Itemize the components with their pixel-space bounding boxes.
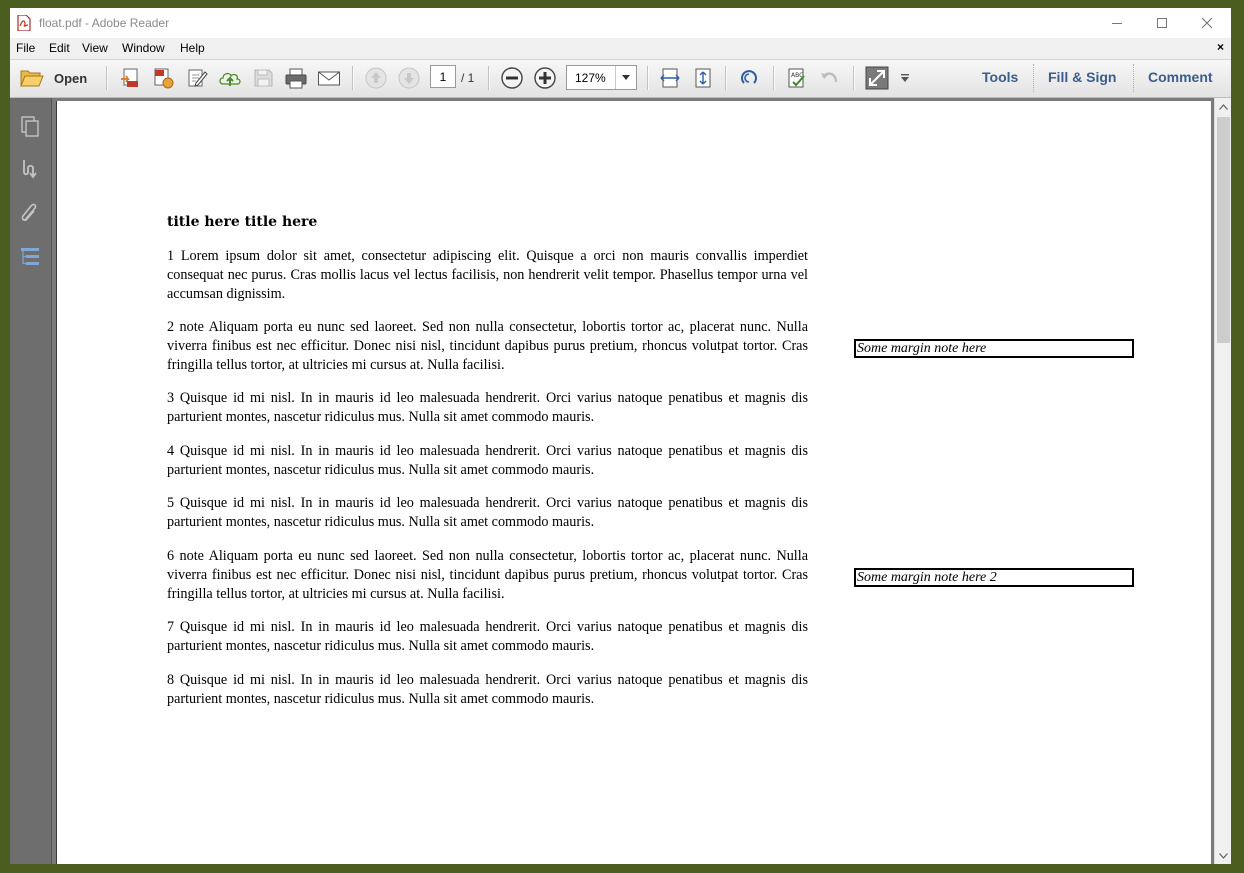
dropdown-triangle-icon xyxy=(900,73,910,83)
toolbar-separator xyxy=(352,66,354,90)
close-icon xyxy=(1201,17,1213,29)
export-pdf-button[interactable] xyxy=(151,66,175,90)
rotate-icon xyxy=(738,67,760,89)
spell-check-button[interactable] xyxy=(785,66,809,90)
paragraph-3: 3 Quisque id mi nisl. In in mauris id leo malesuada hendrerit. Orci varius natoque penatibus et magnis dis parturient montes, nascetur ridiculus mus. Nulla sit amet commodo mauris. xyxy=(167,390,808,425)
zoom-value: 127% xyxy=(575,71,606,85)
undo-button[interactable] xyxy=(818,66,842,90)
bookmark-arrow-icon xyxy=(19,158,41,180)
reader-window xyxy=(10,8,1231,864)
create-pdf-button[interactable] xyxy=(118,66,142,90)
next-page-button[interactable] xyxy=(397,66,421,90)
folder-open-icon xyxy=(20,67,44,89)
svg-text:ABC: ABC xyxy=(791,72,804,79)
toolbar-separator xyxy=(647,66,649,90)
page-number-input[interactable]: 1 xyxy=(430,65,456,88)
print-button[interactable] xyxy=(284,66,308,90)
undo-icon xyxy=(819,67,841,89)
page-total: / 1 xyxy=(461,71,475,85)
minimize-button[interactable] xyxy=(1094,8,1139,38)
bookmarks-button[interactable] xyxy=(18,157,42,181)
menu-file[interactable]: File xyxy=(16,41,36,55)
expand-icon xyxy=(865,66,889,90)
upload-cloud-button[interactable] xyxy=(218,66,242,90)
paragraph-4: 4 Quisque id mi nisl. In in mauris id leo malesuada hendrerit. Orci varius natoque penatibus et magnis dis parturient montes, nascetur ridiculus mus. Nulla sit amet commodo mauris. xyxy=(167,443,808,478)
pdf-file-icon xyxy=(17,15,31,31)
margin-note: Some margin note here 2 xyxy=(854,568,1134,587)
tools-panel-link[interactable]: Tools xyxy=(982,69,1019,85)
arrow-down-circle-icon xyxy=(397,66,421,90)
menu-edit[interactable]: Edit xyxy=(49,41,70,55)
spell-check-icon xyxy=(786,67,808,89)
window-title: float.pdf - Adobe Reader xyxy=(39,16,170,30)
save-icon xyxy=(252,67,274,89)
attachments-button[interactable] xyxy=(18,201,42,225)
toolbar-separator xyxy=(488,66,490,90)
toolbar-separator xyxy=(773,66,775,90)
save-button[interactable] xyxy=(251,66,275,90)
fit-page-icon xyxy=(692,67,714,89)
create-pdf-icon xyxy=(119,67,141,89)
chevron-up-icon xyxy=(1219,104,1228,110)
scroll-up-button[interactable] xyxy=(1215,98,1231,115)
fit-width-icon xyxy=(659,67,681,89)
open-button[interactable] xyxy=(20,66,44,90)
document-viewport[interactable] xyxy=(52,98,1214,864)
close-button[interactable] xyxy=(1184,8,1229,38)
export-pdf-icon xyxy=(152,67,174,89)
fill-sign-panel-link[interactable]: Fill & Sign xyxy=(1048,69,1117,85)
toolbar-separator xyxy=(725,66,727,90)
maximize-button[interactable] xyxy=(1139,8,1184,38)
minus-circle-icon xyxy=(500,66,524,90)
fit-page-button[interactable] xyxy=(658,66,682,90)
maximize-icon xyxy=(1156,17,1168,29)
zoom-in-button[interactable] xyxy=(533,66,557,90)
print-icon xyxy=(284,67,308,89)
toolbar-separator xyxy=(853,66,855,90)
cloud-upload-icon xyxy=(218,67,242,89)
pages-icon xyxy=(19,115,41,137)
zoom-dropdown-button[interactable] xyxy=(615,66,636,89)
plus-circle-icon xyxy=(533,66,557,90)
tree-structure-icon xyxy=(19,246,41,268)
close-document-button[interactable]: × xyxy=(1216,40,1224,54)
pdf-page xyxy=(56,101,1211,864)
email-button[interactable] xyxy=(317,66,341,90)
read-mode-button[interactable] xyxy=(737,66,761,90)
toolbar-separator xyxy=(106,66,108,90)
edit-pdf-icon xyxy=(186,67,208,89)
chevron-down-icon xyxy=(1219,853,1228,859)
document-title: title here title here xyxy=(167,214,318,230)
paragraph-6: 6 note Aliquam porta eu nunc sed laoreet. Sed non nulla consectetur, lobortis tortor ac, placerat nunc. Nulla viverra finibus est nec efficitur. Donec nisi nisl, tincidunt dapibus purus pretium, rhoncus volutpat tortor. Cras fringilla tellus tortor, at ultricies mi cursus at. Nulla facilisi. xyxy=(167,548,808,602)
toolbar-separator xyxy=(1133,64,1134,92)
paragraph-5: 5 Quisque id mi nisl. In in mauris id leo malesuada hendrerit. Orci varius natoque penatibus et magnis dis parturient montes, nascetur ridiculus mus. Nulla sit amet commodo mauris. xyxy=(167,495,808,530)
scrollbar-thumb[interactable] xyxy=(1217,117,1230,343)
zoom-select[interactable] xyxy=(566,65,637,90)
toolbar-separator xyxy=(1033,64,1034,92)
fit-window-button[interactable] xyxy=(691,66,715,90)
edit-pdf-button[interactable] xyxy=(185,66,209,90)
minimize-icon xyxy=(1111,17,1123,29)
envelope-icon xyxy=(317,67,341,89)
menu-bar xyxy=(10,38,1231,60)
title-bar[interactable] xyxy=(10,8,1231,38)
menu-view[interactable]: View xyxy=(82,41,108,55)
navigation-pane xyxy=(10,98,52,864)
paragraph-8: 8 Quisque id mi nisl. In in mauris id leo malesuada hendrerit. Orci varius natoque penatibus et magnis dis parturient montes, nascetur ridiculus mus. Nulla sit amet commodo mauris. xyxy=(167,672,808,707)
margin-note: Some margin note here xyxy=(854,339,1134,358)
menu-window[interactable]: Window xyxy=(122,41,165,55)
paperclip-icon xyxy=(19,202,41,224)
open-label[interactable]: Open xyxy=(54,71,88,86)
customize-toolbar-button[interactable] xyxy=(898,66,912,90)
paragraph-7: 7 Quisque id mi nisl. In in mauris id leo malesuada hendrerit. Orci varius natoque penatibus et magnis dis parturient montes, nascetur ridiculus mus. Nulla sit amet commodo mauris. xyxy=(167,619,808,654)
page-thumbnails-button[interactable] xyxy=(18,114,42,138)
arrow-up-circle-icon xyxy=(364,66,388,90)
scroll-down-button[interactable] xyxy=(1215,847,1231,864)
paragraph-2: 2 note Aliquam porta eu nunc sed laoreet. Sed non nulla consectetur, lobortis tortor ac, placerat nunc. Nulla viverra finibus est nec efficitur. Donec nisi nisl, tincidunt dapibus purus pretium, rhoncus volutpat tortor. Cras fringilla tellus tortor, at ultricies mi cursus at. Nulla facilisi. xyxy=(167,319,808,373)
comment-panel-link[interactable]: Comment xyxy=(1148,69,1213,85)
paragraph-1: 1 Lorem ipsum dolor sit amet, consectetur adipiscing elit. Quisque a orci non mauris convallis imperdiet consequat nec purus. Cras mollis lacus vel lectus facilisis, non hendrerit velit tempor. Phasellus tempor urna vel accumsan dignissim. xyxy=(167,248,808,302)
previous-page-button[interactable] xyxy=(364,66,388,90)
full-screen-button[interactable] xyxy=(865,66,889,90)
vertical-scrollbar[interactable] xyxy=(1214,98,1231,864)
chevron-down-icon xyxy=(622,75,630,80)
menu-help[interactable]: Help xyxy=(180,41,205,55)
content-tree-button[interactable] xyxy=(18,245,42,269)
zoom-out-button[interactable] xyxy=(500,66,524,90)
